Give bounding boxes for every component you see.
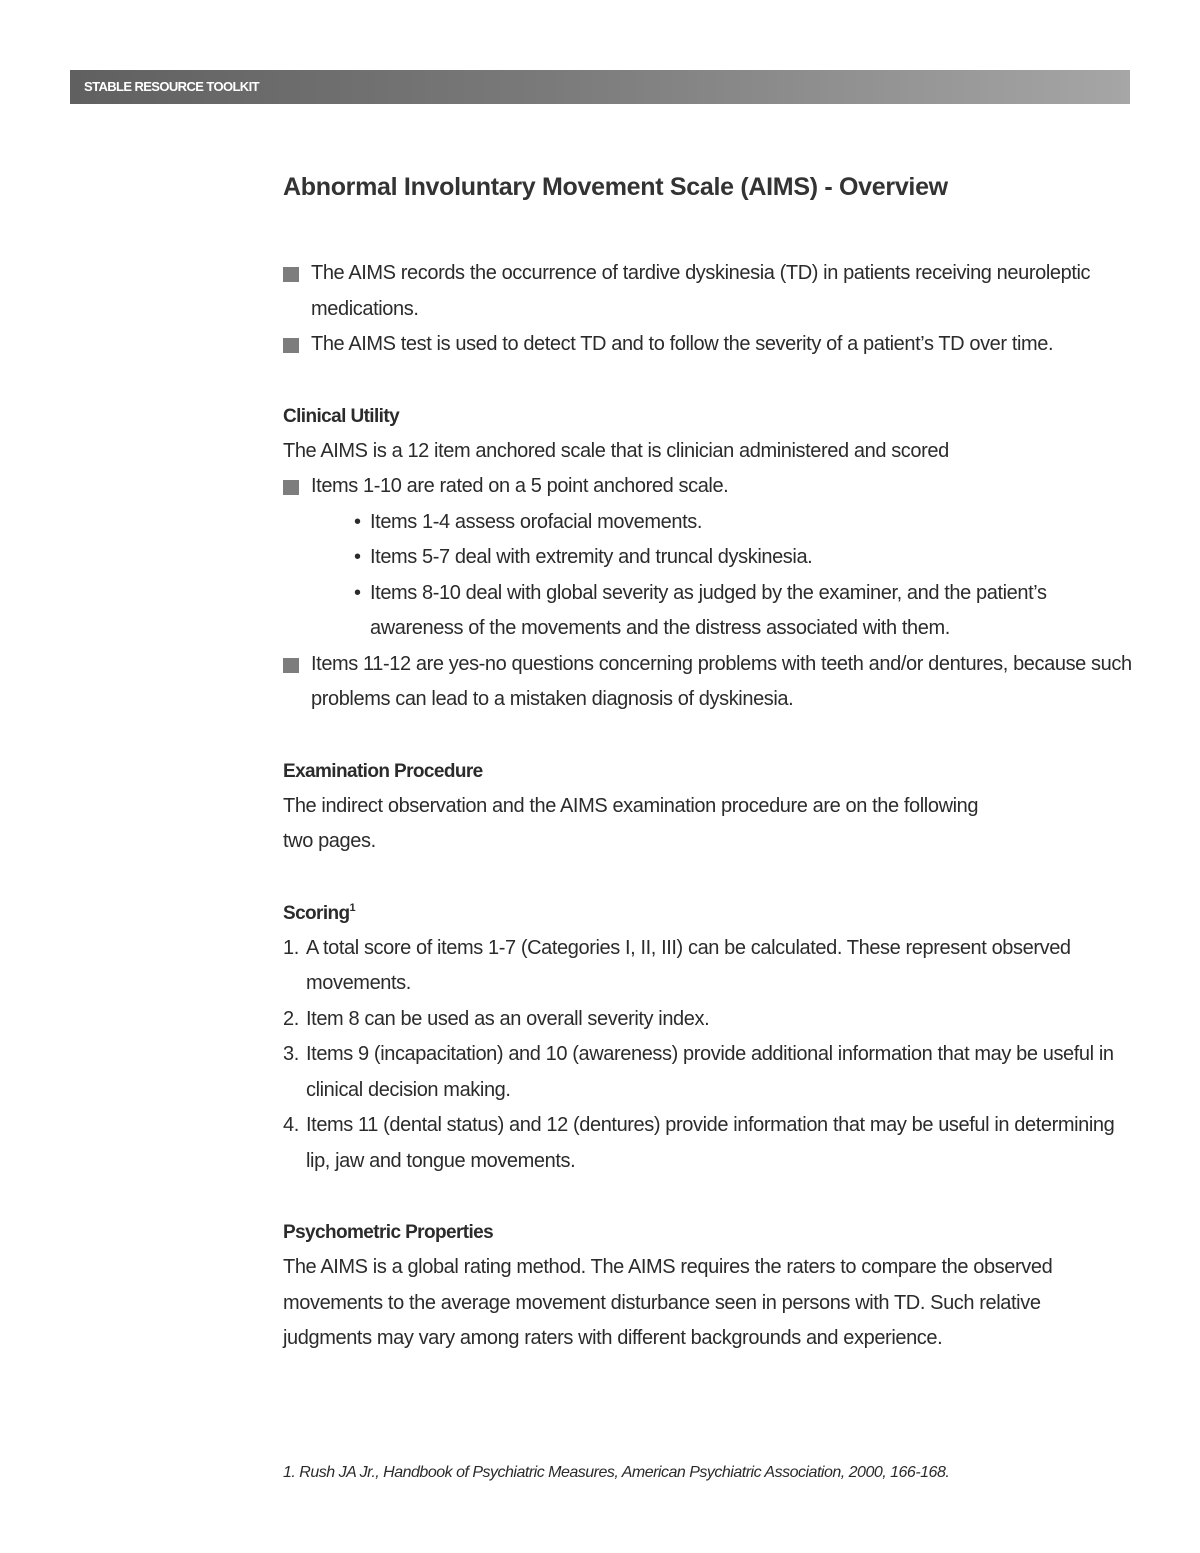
footnote-marker: 1 (349, 901, 356, 914)
intro-bullets (283, 256, 1133, 363)
section-text-line: The indirect observation and the AIMS examination procedure are on the following (283, 794, 979, 817)
item-text: Items 9 (incapacitation) and 10 (awareness) provide additional information that may be useful in clinical decision making. (306, 1043, 1114, 1101)
header-label: STABLE RESOURCE TOOLKIT (84, 79, 259, 94)
list-item (283, 256, 1133, 327)
dot-bullet-icon: • (354, 510, 361, 533)
header-bar (70, 70, 1130, 104)
section-text: The AIMS is a 12 item anchored scale that is clinician administered and scored (283, 439, 949, 462)
sub-bullet-text: Items 8-10 deal with global severity as judged by the examiner, and the patient’s awareness of the movements and the distress associated with them. (370, 581, 1047, 639)
sub-list-item (283, 540, 1133, 576)
numbered-item (283, 1037, 1133, 1108)
psychometric-section (283, 1215, 1133, 1357)
sub-bullet-text: Items 1-4 assess orofacial movements. (370, 510, 702, 533)
sub-bullet-text: Items 5-7 deal with extremity and truncal dyskinesia. (370, 546, 813, 568)
section-heading: Psychometric Properties (283, 1222, 494, 1243)
page-title: Abnormal Involuntary Movement Scale (AIMS) - Overview (283, 173, 948, 201)
dot-bullet-icon: • (354, 546, 361, 568)
item-text: Item 8 can be used as an overall severity index. (306, 1007, 710, 1030)
section-heading (283, 896, 1133, 931)
footnote: 1. Rush JA Jr., Handbook of Psychiatric Measures, American Psychiatric Association, 2000, 166-168. (283, 1464, 950, 1481)
numbered-item (283, 1108, 1133, 1179)
bullet-text: The AIMS records the occurrence of tardive dyskinesia (TD) in patients receiving neuroleptic medications. (311, 262, 1091, 320)
bullet-text: Items 1-10 are rated on a 5 point anchored scale. (311, 475, 729, 497)
square-bullet-icon (283, 658, 299, 673)
dot-bullet-icon: • (354, 581, 361, 604)
square-bullet-icon (283, 338, 299, 353)
document-body (283, 168, 1133, 1393)
square-bullet-icon (283, 267, 299, 282)
numbered-item (283, 1002, 1133, 1038)
section-heading: Examination Procedure (283, 760, 483, 782)
section-heading: Clinical Utility (283, 405, 400, 427)
item-number: 3. (283, 1043, 299, 1065)
examination-section (283, 754, 1133, 860)
item-number: 4. (283, 1114, 299, 1136)
list-item (283, 469, 1133, 505)
sub-list-item (283, 576, 1133, 647)
section-text-line: two pages. (283, 830, 376, 852)
item-text: A total score of items 1-7 (Categories I, II, III) can be calculated. These represent observed movements. (306, 936, 1071, 994)
numbered-item (283, 931, 1133, 1002)
square-bullet-icon (283, 480, 299, 495)
item-text: Items 11 (dental status) and 12 (dentures) provide information that may be useful in determining lip, jaw and tongue movements. (306, 1114, 1115, 1172)
bullet-text: Items 11-12 are yes-no questions concerning problems with teeth and/or dentures, because such problems can lead to a mistaken diagnosis of dyskinesia. (311, 652, 1132, 710)
item-number: 2. (283, 1007, 299, 1030)
item-number: 1. (283, 936, 299, 959)
list-item (283, 327, 1133, 363)
section-text: The AIMS is a global rating method. The AIMS requires the raters to compare the observed movements to the average movement disturbance seen in persons with TD. Such relative judgments may vary among raters with different backgrounds and experience. (283, 1256, 1053, 1349)
clinical-utility-section (283, 399, 1133, 718)
scoring-section (283, 896, 1133, 1180)
sub-list-item (283, 505, 1133, 541)
bullet-text: The AIMS test is used to detect TD and to follow the severity of a patient’s TD over time. (311, 333, 1054, 355)
list-item (283, 647, 1133, 718)
heading-text: Scoring (283, 902, 350, 924)
